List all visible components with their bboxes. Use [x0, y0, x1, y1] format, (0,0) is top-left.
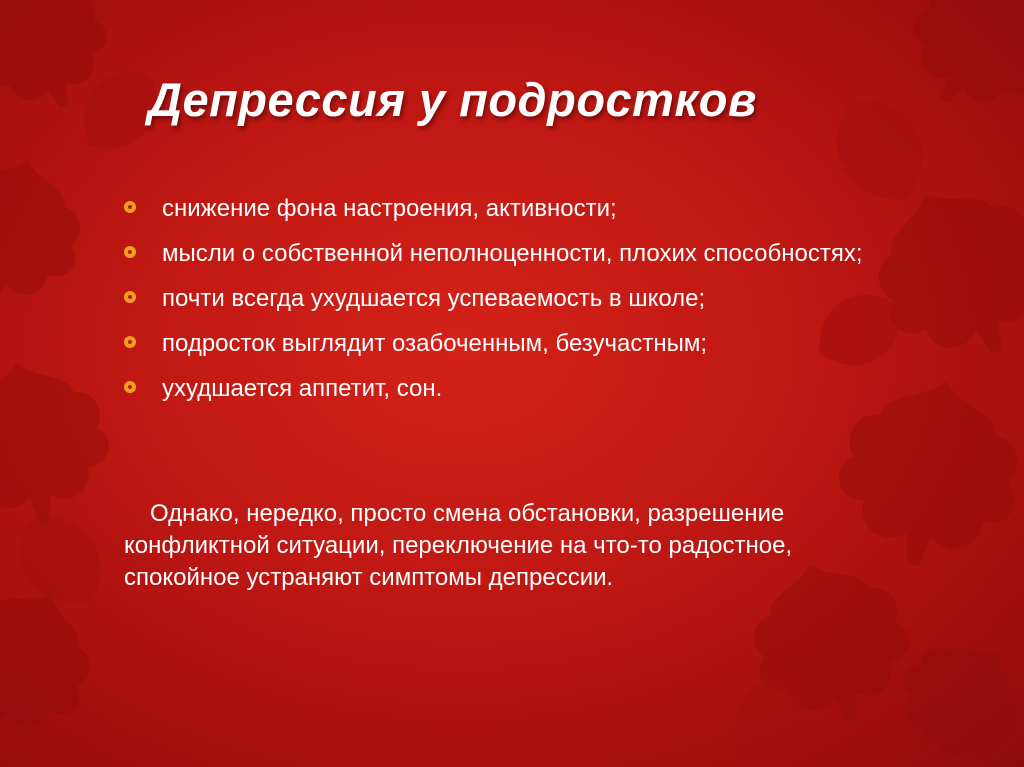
bullet-text: почти всегда ухудшается успеваемость в школе; [162, 285, 706, 312]
autumn-leaf-icon [888, 0, 1024, 133]
bullet-ring-icon [124, 246, 136, 258]
slide-title: Депрессия у подростков [148, 73, 757, 126]
bullet-list [124, 193, 884, 418]
bullet-item [124, 283, 884, 315]
bullet-item [124, 238, 884, 270]
bullet-item [124, 328, 884, 360]
bullet-item [124, 373, 884, 405]
conclusion-paragraph: Однако, нередко, просто смена обстановки, разрешение конфликтной ситуации, переключение на что-то радостное, спокойное устраняют симптомы депрессии. [124, 500, 793, 591]
bullet-text: подросток выглядит озабоченным, безучастным; [162, 330, 708, 357]
autumn-leaf-icon [0, 142, 97, 322]
bullet-text: ухудшается аппетит, сон. [162, 375, 443, 402]
bullet-text: мысли о собственной неполноценности, плохих способностях; [162, 240, 863, 267]
bullet-text: снижение фона настроения, активности; [162, 195, 617, 222]
bullet-ring-icon [124, 291, 136, 303]
bullet-item [124, 193, 884, 225]
bullet-ring-icon [124, 201, 136, 213]
autumn-leaf-icon [0, 350, 120, 535]
bullet-ring-icon [124, 381, 136, 393]
bullet-ring-icon [124, 336, 136, 348]
